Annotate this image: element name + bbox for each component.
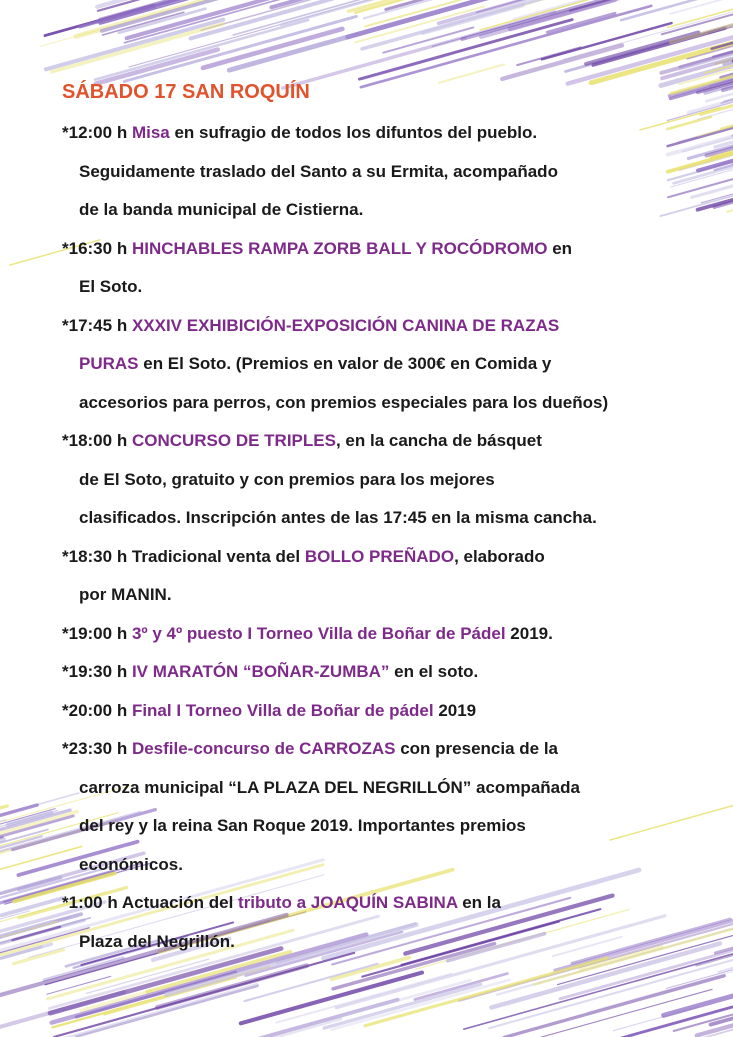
event-text: económicos. [79,854,183,874]
event-line [62,422,702,461]
event-text: Seguidamente traslado del Santo a su Ermita, acompañado [79,161,558,181]
event-item [62,730,702,884]
event-text: carroza municipal “LA PLAZA DEL NEGRILLÓN” acompañada [79,777,580,797]
event-schedule [62,78,702,961]
event-text: *18:00 h [62,431,132,450]
highlighted-text: tributo a JOAQUÍN SABINA [238,893,458,912]
event-text: *20:00 h [62,700,132,720]
highlighted-text: BOLLO PREÑADO [304,546,455,566]
event-line [62,884,702,923]
event-text: en [547,238,573,258]
event-line [62,191,702,230]
highlighted-text: Misa [131,123,170,142]
event-line [62,576,702,615]
event-line [62,769,702,808]
event-item [62,615,702,654]
event-line [62,692,702,731]
event-item [62,884,702,961]
event-text: de la banda municipal de Cistierna. [79,200,364,219]
event-item [62,307,702,423]
stripe [415,974,507,1000]
event-text: en El Soto. (Premios en valor de 300€ en Comida y [138,354,552,373]
highlighted-text: XXXIV EXHIBICIÓN-EXPOSICIÓN CANINA DE RAZAS [131,315,560,335]
event-line [62,615,702,654]
event-text: *17:45 h [62,315,132,335]
highlighted-text: Desfile-concurso de CARROZAS [131,739,396,758]
event-line [62,268,702,307]
event-item [62,692,702,731]
stripe [203,29,342,68]
event-line [62,461,702,500]
event-item [62,114,702,230]
highlighted-text: PURAS [79,354,139,373]
event-text: , elaborado [454,546,545,566]
event-item [62,653,702,692]
day-heading: SÁBADO 17 SAN ROQUÍN [62,81,310,103]
event-text: en el soto. [389,662,479,681]
event-text: de El Soto, gratuito y con premios para los mejores [79,469,495,489]
event-text: Plaza del Negrillón. [79,931,235,951]
event-text: con presencia de la [395,739,558,758]
event-text: *12:00 h [62,123,132,142]
event-line [62,153,702,192]
event-line [62,846,702,885]
event-list [62,114,702,961]
event-line [62,923,702,962]
event-item [62,230,702,307]
event-line [62,345,702,384]
stripe [715,873,733,953]
highlighted-text: 3º y 4º puesto I Torneo Villa de Boñar de Pádel [131,623,506,643]
event-line [62,653,702,692]
event-text: El Soto. [79,277,143,296]
event-item [62,538,702,615]
event-line [62,538,702,577]
event-text: del rey y la reina San Roque 2019. Importantes premios [79,816,526,835]
event-text: en la [457,893,501,912]
stripe [517,47,580,65]
event-text: clasificados. Inscripción antes de las 17:45 en la misma cancha. [79,508,597,527]
event-text: 2019 [433,700,477,720]
event-line [62,730,702,769]
event-line [62,230,702,269]
event-text: accesorios para perros, con premios especiales para los dueños) [79,392,609,412]
event-text: , en la cancha de básquet [335,431,542,450]
event-text: por MANIN. [79,585,172,604]
stripe [332,980,510,1030]
event-text: *16:30 h [62,238,132,258]
highlighted-text: CONCURSO DE TRIPLES [131,431,336,450]
event-line [62,114,702,153]
event-text: *23:30 h [62,739,132,758]
highlighted-text: HINCHABLES RAMPA ZORB BALL Y ROCÓDROMO [131,238,548,258]
event-line [62,499,702,538]
event-item [62,422,702,538]
event-text: *19:30 h [62,662,132,681]
event-text: 2019. [505,623,553,643]
event-text: *1:00 h Actuación del [62,893,239,912]
event-line [62,384,702,423]
event-text: *19:00 h [62,623,132,643]
highlighted-text: IV MARATÓN “BOÑAR-ZUMBA” [131,662,390,681]
event-text: en sufragio de todos los difuntos del pueblo. [169,123,538,142]
event-text: *18:30 h Tradicional venta del [62,546,305,566]
event-line [62,807,702,846]
stripe [338,980,470,1017]
highlighted-text: Final I Torneo Villa de Boñar de pádel [131,700,434,720]
event-line [62,307,702,346]
